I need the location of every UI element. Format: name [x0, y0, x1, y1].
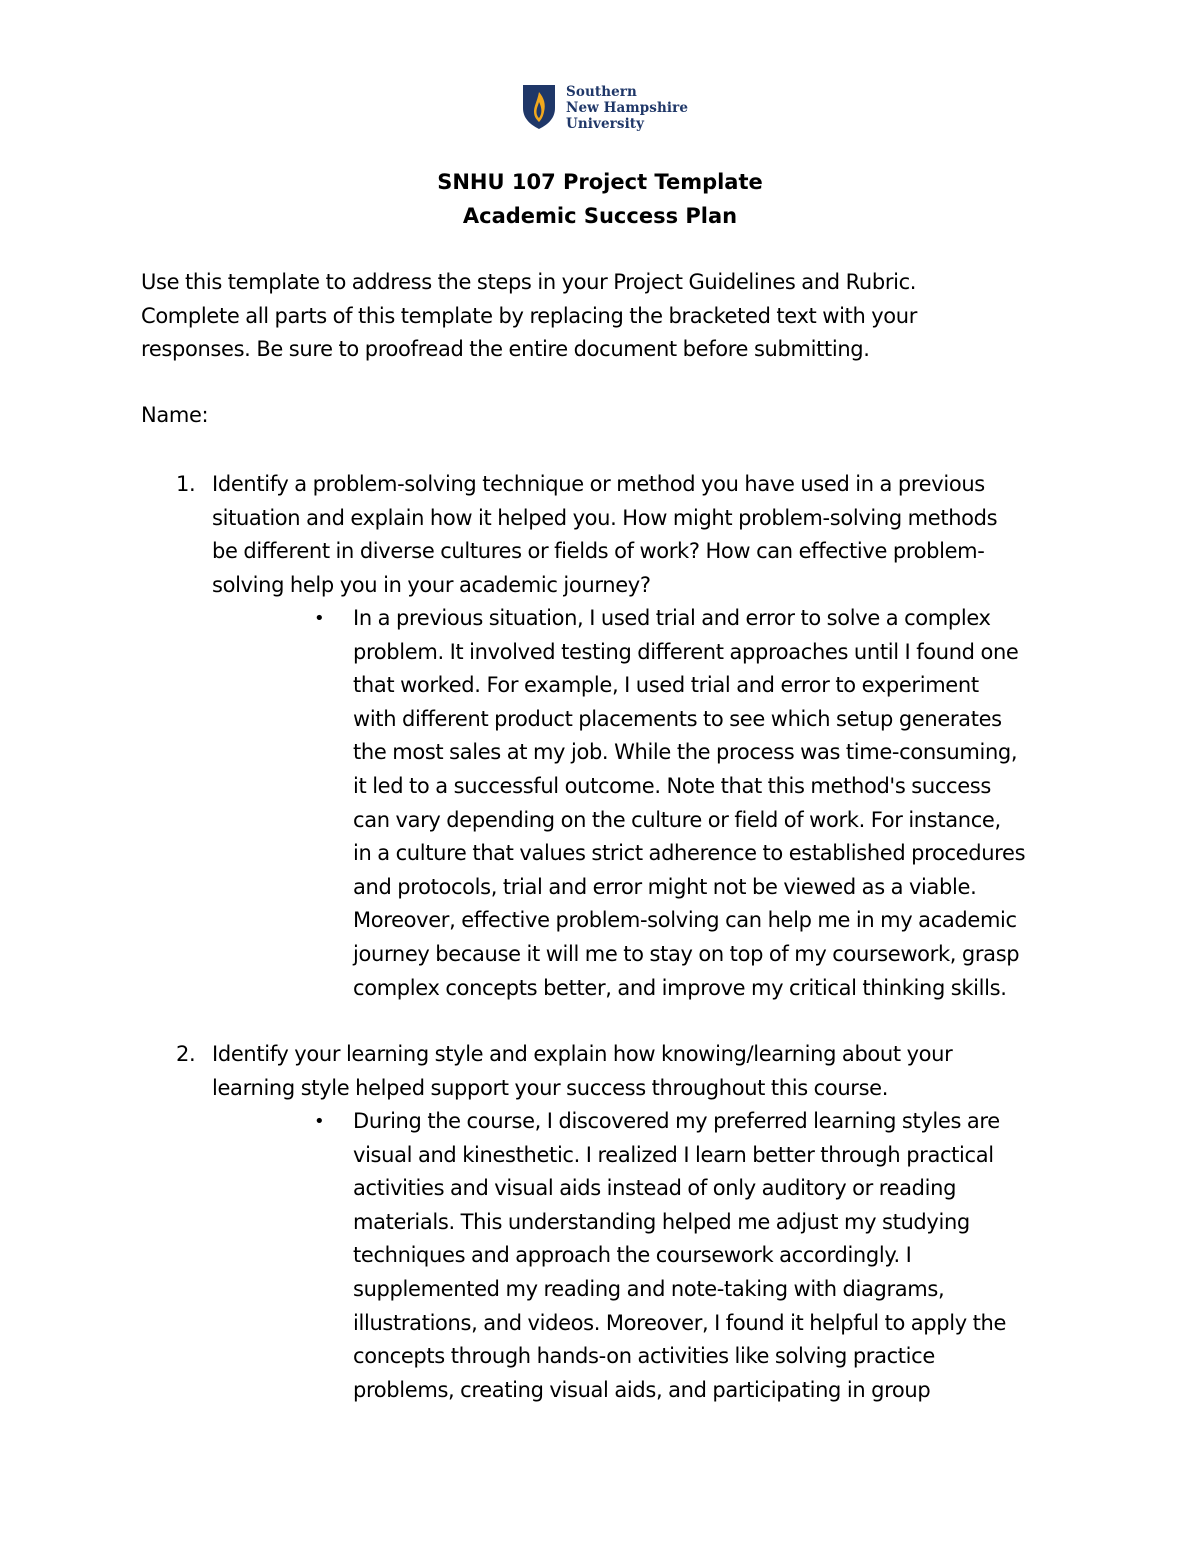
question-text	[212, 468, 997, 602]
answer-line: problems, creating visual aids, and participating in group	[353, 1377, 931, 1402]
answer-line: that worked. For example, I used trial and error to experiment	[353, 673, 979, 698]
question-line: be different in diverse cultures or fields of work? How can effective problem-	[212, 539, 985, 564]
bullet-icon: •	[314, 1111, 325, 1132]
answer-line: the most sales at my job. While the process was time-consuming,	[353, 740, 1018, 765]
intro-paragraph	[141, 266, 1101, 367]
logo-line-3: University	[566, 116, 645, 132]
answer-line: journey because it will me to stay on top of my coursework, grasp	[353, 941, 1020, 966]
answer-text	[353, 602, 1025, 1005]
snhu-logo	[522, 84, 688, 132]
logo-line-2: New Hampshire	[566, 100, 689, 116]
answer-line: can vary depending on the culture or field of work. For instance,	[353, 807, 1001, 832]
document-subtitle: Academic Success Plan	[462, 204, 738, 228]
answer-line: Moreover, effective problem-solving can help me in my academic	[353, 908, 1017, 933]
logo-wordmark	[566, 84, 688, 132]
question-line: Identify your learning style and explain how knowing/learning about your	[212, 1042, 953, 1066]
logo-line-1: Southern	[566, 84, 637, 100]
answer-line: illustrations, and videos. Moreover, I found it helpful to apply the	[353, 1310, 1007, 1335]
answer-line: problem. It involved testing different approaches until I found one	[353, 639, 1019, 664]
answer-text	[353, 1105, 1006, 1407]
shield-flame-icon	[522, 84, 556, 130]
answer-line: supplemented my reading and note-taking with diagrams,	[353, 1276, 945, 1301]
answer-line: it led to a successful outcome. Note that this method's success	[353, 773, 991, 798]
answer-line: visual and kinesthetic. I realized I learn better through practical	[353, 1142, 994, 1167]
answer-line: in a culture that values strict adherence to established procedures	[353, 841, 1026, 866]
answer-line: In a previous situation, I used trial and error to solve a complex	[353, 606, 991, 630]
document-title: SNHU 107 Project Template	[437, 170, 763, 194]
question-number: 2.	[176, 1042, 196, 1066]
intro-line: Use this template to address the steps in your Project Guidelines and Rubric.	[141, 270, 917, 294]
question-line: solving help you in your academic journey?	[212, 572, 651, 597]
answer-line: materials. This understanding helped me adjust my studying	[353, 1209, 970, 1234]
answer-line: activities and visual aids instead of only auditory or reading	[353, 1176, 957, 1201]
intro-line: Complete all parts of this template by replacing the bracketed text with your	[141, 303, 918, 328]
question-number: 1.	[176, 472, 196, 496]
bullet-icon: •	[314, 608, 325, 629]
answer-line: During the course, I discovered my preferred learning styles are	[353, 1109, 1000, 1133]
answer-line: complex concepts better, and improve my critical thinking skills.	[353, 975, 1007, 1000]
answer-line: techniques and approach the coursework accordingly. I	[353, 1243, 912, 1268]
question-text	[212, 1038, 952, 1105]
question-line: Identify a problem-solving technique or method you have used in a previous	[212, 472, 985, 496]
answer-line: concepts through hands-on activities like solving practice	[353, 1344, 935, 1369]
question-line: situation and explain how it helped you. How might problem-solving methods	[212, 505, 998, 530]
answer-line: and protocols, trial and error might not be viewed as a viable.	[353, 874, 977, 899]
answer-line: with different product placements to see which setup generates	[353, 706, 1002, 731]
intro-line: responses. Be sure to proofread the entire document before submitting.	[141, 337, 870, 362]
question-line: learning style helped support your success throughout this course.	[212, 1075, 889, 1100]
name-label: Name:	[141, 403, 209, 427]
